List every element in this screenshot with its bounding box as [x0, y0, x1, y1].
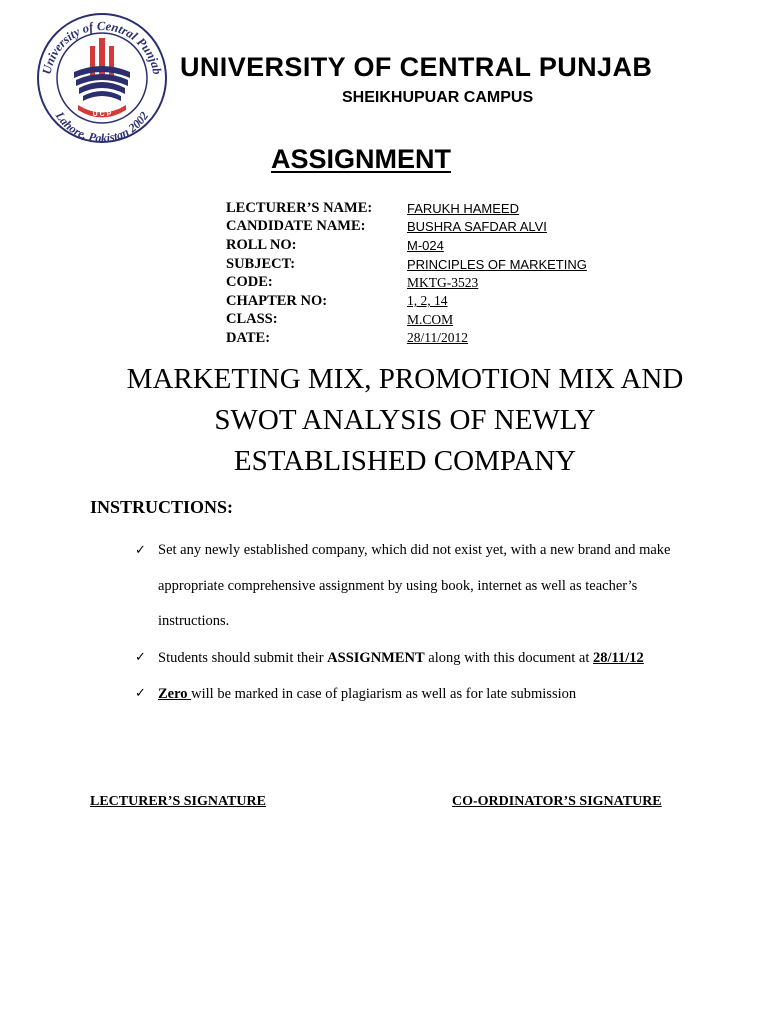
instruction-emphasis: ASSIGNMENT — [327, 649, 425, 666]
instruction-text: will be marked in case of plagiarism as well as for late submission — [191, 685, 577, 702]
detail-label: ROLL NO: — [226, 236, 297, 253]
lecturer-name-value: FARUKH HAMEED — [407, 200, 519, 216]
check-icon: ✓ — [135, 685, 146, 701]
roll-no-value: M-024 — [407, 237, 444, 253]
instruction-text: along with this document at — [424, 649, 594, 666]
submission-date: 28/11/12 — [593, 649, 644, 666]
code-value: MKTG-3523 — [407, 274, 479, 290]
svg-text:University of Central Punjab: University of Central Punjab — [39, 18, 165, 76]
subject-value: PRINCIPLES OF MARKETING — [407, 256, 587, 272]
instruction-item — [135, 676, 705, 712]
svg-text:Lahore, Pakistan 2002: Lahore, Pakistan 2002 — [52, 109, 152, 146]
instruction-text: Set any newly established company, which did not exist yet, with a new brand and make appropriate comprehensive assignment by using book, internet as well as teacher’s instructions. — [158, 542, 671, 629]
detail-row-subject — [226, 255, 587, 274]
date-value: 28/11/2012 — [407, 330, 469, 346]
instruction-item — [135, 533, 705, 640]
class-value: M.COM — [407, 311, 454, 327]
assignment-topic — [60, 359, 750, 482]
detail-label: DATE: — [226, 329, 271, 346]
campus-name: SHEIKHUPUAR CAMPUS — [342, 89, 534, 106]
candidate-name-value: BUSHRA SAFDAR ALVI — [407, 219, 547, 235]
detail-label: SUBJECT: — [226, 255, 296, 272]
document-title: ASSIGNMENT — [271, 144, 452, 174]
detail-row-class — [226, 311, 587, 330]
svg-text:U C P: U C P — [92, 111, 112, 118]
instruction-item — [135, 640, 705, 676]
instruction-text: Students should submit their — [158, 649, 328, 666]
detail-row-code — [226, 273, 587, 292]
university-seal-logo — [34, 10, 170, 146]
instructions-list — [135, 533, 705, 712]
detail-row-lecturer — [226, 199, 587, 218]
detail-row-candidate — [226, 218, 587, 237]
check-icon: ✓ — [135, 649, 146, 665]
detail-label: CLASS: — [226, 311, 278, 328]
instructions-heading: INSTRUCTIONS: — [90, 497, 234, 517]
coordinator-signature-label: CO-ORDINATOR’S SIGNATURE — [452, 794, 662, 809]
detail-label: CANDIDATE NAME: — [226, 218, 366, 235]
chapter-no-value: 1, 2, 14 — [407, 293, 448, 309]
check-icon: ✓ — [135, 543, 146, 558]
university-name: UNIVERSITY OF CENTRAL PUNJAB — [180, 52, 653, 82]
detail-label: CODE: — [226, 274, 273, 291]
topic-line: SWOT ANALYSIS OF NEWLY — [214, 404, 596, 436]
detail-label: LECTURER’S NAME: — [226, 199, 373, 216]
detail-row-roll-no — [226, 236, 587, 255]
lecturer-signature-label: LECTURER’S SIGNATURE — [90, 794, 266, 809]
detail-label: CHAPTER NO: — [226, 292, 328, 309]
detail-row-date — [226, 329, 587, 348]
topic-line: MARKETING MIX, PROMOTION MIX AND — [126, 363, 684, 395]
assignment-details — [226, 199, 587, 348]
instruction-emphasis: Zero — [158, 685, 192, 702]
topic-line: ESTABLISHED COMPANY — [233, 445, 577, 477]
detail-row-chapter — [226, 292, 587, 311]
